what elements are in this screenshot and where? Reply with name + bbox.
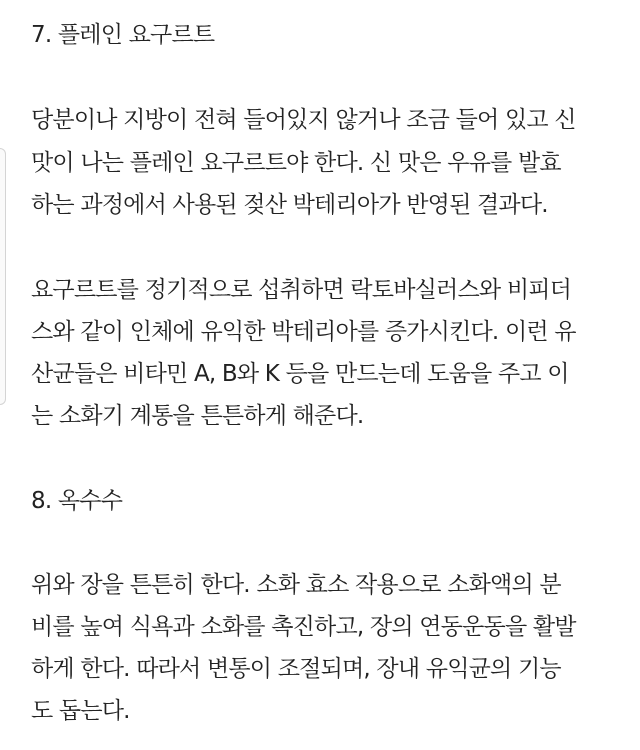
paragraph-line: 요구르트를 정기적으로 섭취하면 락토바실러스와 비피더 [31,277,572,303]
paragraph-line: 산균들은 비타민 A, B와 K 등을 만드는데 도움을 주고 이 [31,361,569,387]
paragraph-line: 하는 과정에서 사용된 젖산 박테리아가 반영된 결과다. [31,192,548,218]
section-heading-yogurt: 7. 플레인 요구르트 [31,22,215,48]
paragraph-line: 하게 한다. 따라서 변통이 조절되며, 장내 유익균의 기능 [31,656,561,682]
section-heading-corn: 8. 옥수수 [31,488,123,514]
paragraph-line: 당분이나 지방이 전혀 들어있지 않거나 조금 들어 있고 신 [31,107,576,133]
paragraph-line: 는 소화기 계통을 튼튼하게 해준다. [31,403,364,429]
paragraph-line: 스와 같이 인체에 유익한 박테리아를 증가시킨다. 이런 유 [31,319,576,345]
page-side-tab [0,148,6,405]
paragraph-line: 맛이 나는 플레인 요구르트야 한다. 신 맛은 우유를 발효 [31,150,561,176]
paragraph-line: 위와 장을 튼튼히 한다. 소화 효소 작용으로 소화액의 분 [31,572,561,598]
paragraph-line: 도 돕는다. [31,698,130,724]
paragraph-line: 비를 높여 식욕과 소화를 촉진하고, 장의 연동운동을 활발 [31,614,576,640]
